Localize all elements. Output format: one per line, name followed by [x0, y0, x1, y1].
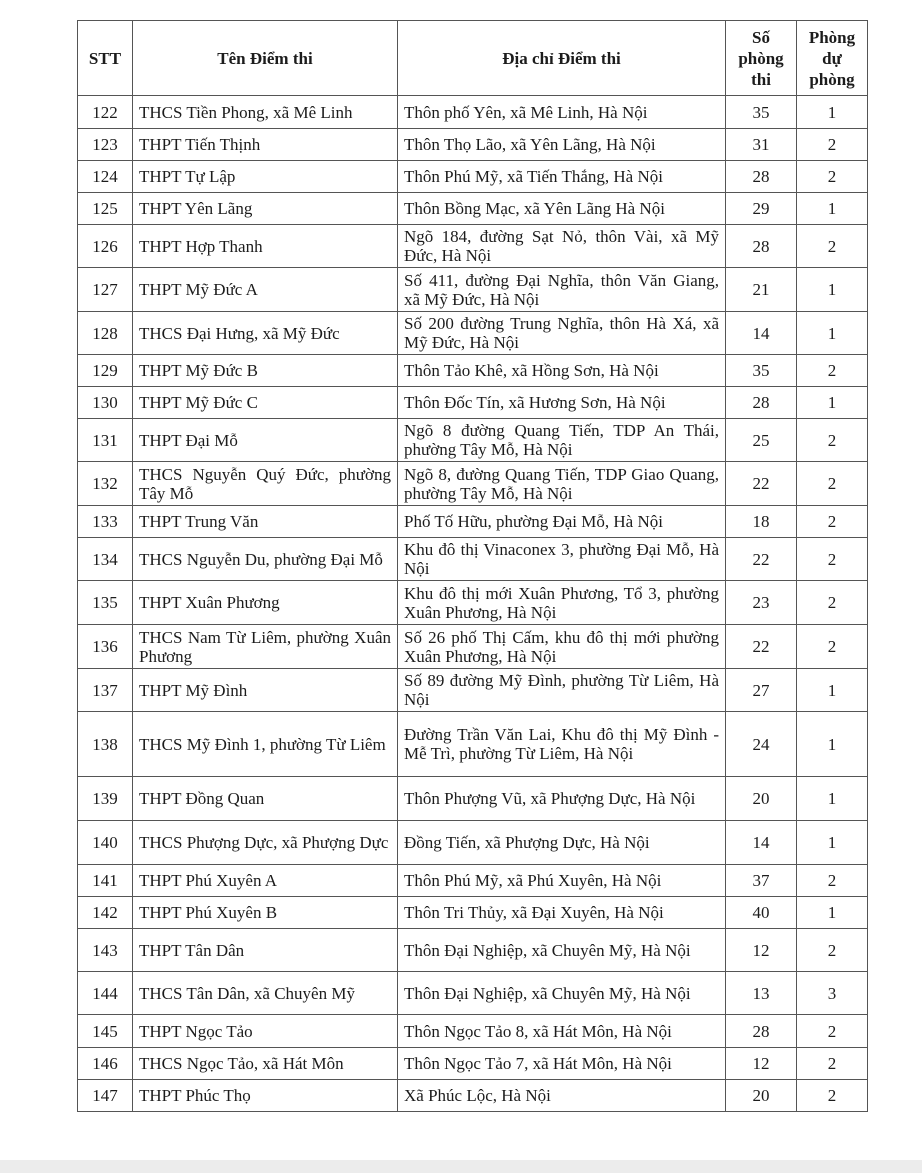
cell-reserve-rooms: 2: [797, 225, 868, 268]
cell-room-count: 21: [726, 268, 797, 312]
cell-site-address: Số 411, đường Đại Nghĩa, thôn Văn Giang, xã Mỹ Đức, Hà Nội: [398, 268, 726, 312]
cell-room-count: 22: [726, 538, 797, 581]
table-row: [78, 161, 868, 193]
cell-reserve-rooms: 1: [797, 268, 868, 312]
cell-site-name: THPT Hợp Thanh: [133, 225, 398, 268]
table-row: [78, 419, 868, 462]
cell-site-name: THPT Mỹ Đức C: [133, 387, 398, 419]
cell-reserve-rooms: 2: [797, 625, 868, 669]
table-row: [78, 1048, 868, 1080]
cell-stt: 124: [78, 161, 133, 193]
cell-site-name: THCS Phượng Dực, xã Phượng Dực: [133, 821, 398, 865]
header-site-address: Địa chỉ Điểm thi: [398, 21, 726, 96]
cell-reserve-rooms: 2: [797, 1048, 868, 1080]
cell-room-count: 35: [726, 355, 797, 387]
cell-room-count: 25: [726, 419, 797, 462]
cell-room-count: 23: [726, 581, 797, 625]
table-header-row: [78, 21, 868, 96]
cell-site-name: THPT Phú Xuyên A: [133, 865, 398, 897]
cell-room-count: 28: [726, 387, 797, 419]
cell-stt: 122: [78, 96, 133, 129]
cell-room-count: 14: [726, 821, 797, 865]
cell-site-address: Thôn Tảo Khê, xã Hồng Sơn, Hà Nội: [398, 355, 726, 387]
cell-site-name: THPT Mỹ Đức B: [133, 355, 398, 387]
cell-stt: 130: [78, 387, 133, 419]
table-row: [78, 225, 868, 268]
cell-site-name: THCS Nguyễn Quý Đức, phường Tây Mỗ: [133, 462, 398, 506]
cell-site-name: THPT Tiến Thịnh: [133, 129, 398, 161]
cell-site-name: THCS Mỹ Đình 1, phường Từ Liêm: [133, 712, 398, 777]
cell-reserve-rooms: 2: [797, 581, 868, 625]
cell-room-count: 13: [726, 972, 797, 1015]
cell-site-address: Số 89 đường Mỹ Đình, phường Từ Liêm, Hà Nội: [398, 669, 726, 712]
cell-site-name: THCS Tân Dân, xã Chuyên Mỹ: [133, 972, 398, 1015]
cell-reserve-rooms: 2: [797, 462, 868, 506]
cell-stt: 147: [78, 1080, 133, 1112]
table-row: [78, 96, 868, 129]
cell-site-address: Thôn Tri Thủy, xã Đại Xuyên, Hà Nội: [398, 897, 726, 929]
table-row: [78, 355, 868, 387]
cell-site-address: Thôn Đại Nghiệp, xã Chuyên Mỹ, Hà Nội: [398, 972, 726, 1015]
cell-stt: 137: [78, 669, 133, 712]
cell-reserve-rooms: 1: [797, 96, 868, 129]
cell-room-count: 14: [726, 312, 797, 355]
cell-site-address: Khu đô thị mới Xuân Phương, Tổ 3, phường Xuân Phương, Hà Nội: [398, 581, 726, 625]
cell-room-count: 35: [726, 96, 797, 129]
table-row: [78, 669, 868, 712]
cell-room-count: 40: [726, 897, 797, 929]
cell-site-name: THCS Ngọc Tảo, xã Hát Môn: [133, 1048, 398, 1080]
cell-site-address: Thôn Bồng Mạc, xã Yên Lãng Hà Nội: [398, 193, 726, 225]
table-row: [78, 625, 868, 669]
cell-reserve-rooms: 3: [797, 972, 868, 1015]
cell-site-name: THCS Nguyễn Du, phường Đại Mỗ: [133, 538, 398, 581]
cell-room-count: 18: [726, 506, 797, 538]
cell-site-address: Đồng Tiến, xã Phượng Dực, Hà Nội: [398, 821, 726, 865]
cell-site-address: Số 26 phố Thị Cấm, khu đô thị mới phường Xuân Phương, Hà Nội: [398, 625, 726, 669]
cell-reserve-rooms: 1: [797, 387, 868, 419]
cell-stt: 126: [78, 225, 133, 268]
table-row: [78, 506, 868, 538]
cell-room-count: 29: [726, 193, 797, 225]
table-row: [78, 538, 868, 581]
table-row: [78, 1080, 868, 1112]
cell-site-name: THPT Trung Văn: [133, 506, 398, 538]
cell-site-address: Khu đô thị Vinaconex 3, phường Đại Mỗ, Hà Nội: [398, 538, 726, 581]
cell-reserve-rooms: 2: [797, 1015, 868, 1048]
cell-reserve-rooms: 2: [797, 161, 868, 193]
cell-stt: 138: [78, 712, 133, 777]
table-row: [78, 1015, 868, 1048]
table-row: [78, 821, 868, 865]
cell-reserve-rooms: 2: [797, 538, 868, 581]
cell-reserve-rooms: 2: [797, 865, 868, 897]
table-row: [78, 777, 868, 821]
header-site-name: Tên Điểm thi: [133, 21, 398, 96]
cell-stt: 129: [78, 355, 133, 387]
cell-site-address: Xã Phúc Lộc, Hà Nội: [398, 1080, 726, 1112]
cell-site-name: THPT Xuân Phương: [133, 581, 398, 625]
cell-reserve-rooms: 2: [797, 129, 868, 161]
cell-stt: 143: [78, 929, 133, 972]
cell-room-count: 20: [726, 777, 797, 821]
header-room-count: Số phòng thi: [726, 21, 797, 96]
cell-site-address: Phố Tố Hữu, phường Đại Mỗ, Hà Nội: [398, 506, 726, 538]
cell-room-count: 27: [726, 669, 797, 712]
cell-reserve-rooms: 2: [797, 419, 868, 462]
header-reserve-rooms: Phòng dự phòng: [797, 21, 868, 96]
cell-stt: 132: [78, 462, 133, 506]
cell-stt: 131: [78, 419, 133, 462]
cell-room-count: 37: [726, 865, 797, 897]
cell-stt: 142: [78, 897, 133, 929]
table-row: [78, 312, 868, 355]
cell-site-name: THPT Tân Dân: [133, 929, 398, 972]
cell-stt: 125: [78, 193, 133, 225]
cell-stt: 127: [78, 268, 133, 312]
cell-site-address: Số 200 đường Trung Nghĩa, thôn Hà Xá, xã Mỹ Đức, Hà Nội: [398, 312, 726, 355]
cell-room-count: 28: [726, 225, 797, 268]
cell-stt: 146: [78, 1048, 133, 1080]
cell-room-count: 28: [726, 1015, 797, 1048]
cell-reserve-rooms: 2: [797, 355, 868, 387]
cell-stt: 133: [78, 506, 133, 538]
cell-site-name: THPT Phú Xuyên B: [133, 897, 398, 929]
cell-stt: 144: [78, 972, 133, 1015]
table-row: [78, 712, 868, 777]
cell-reserve-rooms: 1: [797, 897, 868, 929]
cell-stt: 136: [78, 625, 133, 669]
cell-site-name: THPT Phúc Thọ: [133, 1080, 398, 1112]
table-row: [78, 462, 868, 506]
cell-site-name: THPT Mỹ Đình: [133, 669, 398, 712]
table-row: [78, 193, 868, 225]
exam-sites-table: [77, 20, 868, 1112]
table-row: [78, 129, 868, 161]
cell-stt: 145: [78, 1015, 133, 1048]
cell-reserve-rooms: 1: [797, 777, 868, 821]
cell-site-name: THCS Đại Hưng, xã Mỹ Đức: [133, 312, 398, 355]
header-stt: STT: [78, 21, 133, 96]
cell-room-count: 28: [726, 161, 797, 193]
table-row: [78, 972, 868, 1015]
table-row: [78, 865, 868, 897]
cell-site-address: Thôn Phú Mỹ, xã Phú Xuyên, Hà Nội: [398, 865, 726, 897]
table-row: [78, 581, 868, 625]
table-row: [78, 929, 868, 972]
cell-room-count: 20: [726, 1080, 797, 1112]
cell-stt: 141: [78, 865, 133, 897]
cell-reserve-rooms: 1: [797, 669, 868, 712]
cell-reserve-rooms: 2: [797, 1080, 868, 1112]
cell-site-address: Ngõ 184, đường Sạt Nỏ, thôn Vài, xã Mỹ Đức, Hà Nội: [398, 225, 726, 268]
cell-room-count: 12: [726, 1048, 797, 1080]
cell-room-count: 24: [726, 712, 797, 777]
cell-reserve-rooms: 1: [797, 312, 868, 355]
cell-stt: 140: [78, 821, 133, 865]
cell-room-count: 22: [726, 625, 797, 669]
cell-stt: 139: [78, 777, 133, 821]
cell-site-address: Đường Trần Văn Lai, Khu đô thị Mỹ Đình - Mễ Trì, phường Từ Liêm, Hà Nội: [398, 712, 726, 777]
cell-site-address: Thôn Thọ Lão, xã Yên Lãng, Hà Nội: [398, 129, 726, 161]
cell-reserve-rooms: 2: [797, 506, 868, 538]
cell-site-name: THPT Ngọc Tảo: [133, 1015, 398, 1048]
page-bottom-edge: [0, 1160, 922, 1173]
cell-stt: 123: [78, 129, 133, 161]
table-row: [78, 387, 868, 419]
cell-site-address: Ngõ 8, đường Quang Tiến, TDP Giao Quang, phường Tây Mỗ, Hà Nội: [398, 462, 726, 506]
cell-stt: 128: [78, 312, 133, 355]
cell-site-address: Thôn Phú Mỹ, xã Tiến Thắng, Hà Nội: [398, 161, 726, 193]
cell-site-address: Thôn Ngọc Tảo 8, xã Hát Môn, Hà Nội: [398, 1015, 726, 1048]
cell-site-name: THCS Nam Từ Liêm, phường Xuân Phương: [133, 625, 398, 669]
cell-site-name: THCS Tiền Phong, xã Mê Linh: [133, 96, 398, 129]
cell-site-address: Thôn Đại Nghiệp, xã Chuyên Mỹ, Hà Nội: [398, 929, 726, 972]
table-row: [78, 268, 868, 312]
cell-site-name: THPT Yên Lãng: [133, 193, 398, 225]
cell-stt: 135: [78, 581, 133, 625]
cell-site-name: THPT Tự Lập: [133, 161, 398, 193]
cell-site-address: Thôn phố Yên, xã Mê Linh, Hà Nội: [398, 96, 726, 129]
table-row: [78, 897, 868, 929]
table-body: [78, 96, 868, 1112]
cell-site-address: Ngõ 8 đường Quang Tiến, TDP An Thái, phường Tây Mỗ, Hà Nội: [398, 419, 726, 462]
cell-site-address: Thôn Phượng Vũ, xã Phượng Dực, Hà Nội: [398, 777, 726, 821]
cell-site-name: THPT Đại Mỗ: [133, 419, 398, 462]
cell-reserve-rooms: 1: [797, 193, 868, 225]
cell-site-address: Thôn Ngọc Tảo 7, xã Hát Môn, Hà Nội: [398, 1048, 726, 1080]
cell-site-name: THPT Mỹ Đức A: [133, 268, 398, 312]
cell-reserve-rooms: 1: [797, 821, 868, 865]
cell-room-count: 12: [726, 929, 797, 972]
cell-room-count: 31: [726, 129, 797, 161]
cell-stt: 134: [78, 538, 133, 581]
cell-site-name: THPT Đồng Quan: [133, 777, 398, 821]
cell-reserve-rooms: 2: [797, 929, 868, 972]
cell-room-count: 22: [726, 462, 797, 506]
cell-reserve-rooms: 1: [797, 712, 868, 777]
cell-site-address: Thôn Đốc Tín, xã Hương Sơn, Hà Nội: [398, 387, 726, 419]
